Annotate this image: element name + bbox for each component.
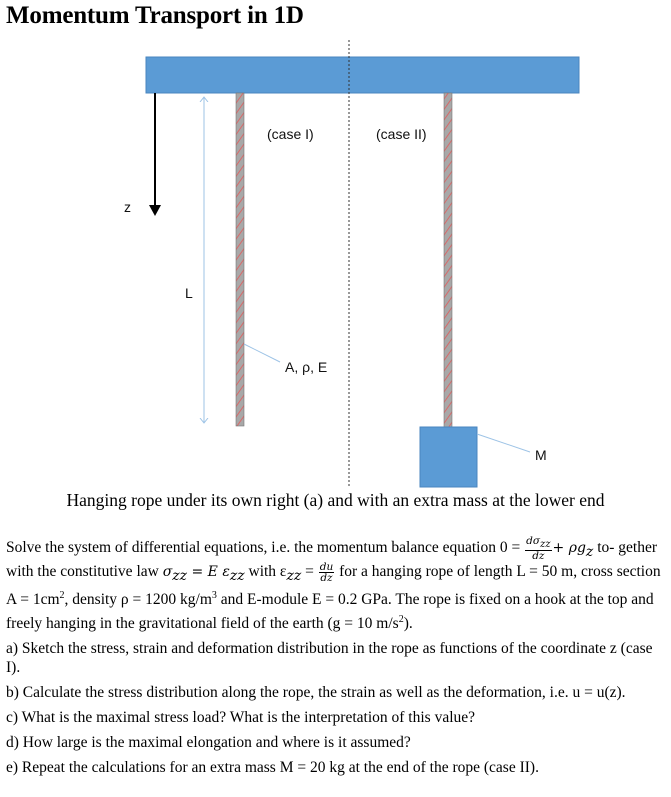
length-label: L <box>185 285 193 301</box>
case-1-label: (case I) <box>267 126 314 142</box>
page-title: Momentum Transport in 1D <box>6 2 304 29</box>
mass-label: M <box>535 447 547 463</box>
rope-case-1 <box>236 93 244 426</box>
z-axis-arrowhead <box>149 205 161 216</box>
rope-props-leader <box>244 344 280 362</box>
question-c: c) What is the maximal stress load? What is the interpretation of this value? <box>6 708 476 726</box>
question-e: e) Repeat the calculations for an extra mass M = 20 kg at the end of the rope (case II). <box>6 758 539 776</box>
momentum-fraction: $\frac{d\sigma_{zz}}{dz}$ <box>526 535 551 563</box>
mass-leader <box>477 434 530 452</box>
ceiling-beam <box>146 57 579 93</box>
case-2-label: (case II) <box>376 126 427 142</box>
intro-paragraph: Solve the system of differential equations, i.e. the momentum balance equation 0 = $\frac{d\sigma_{zz}}{dz}$ + $\rho g_z$ to- gether with the constitutive law $\sigma_{zz} = E$ $\varepsilon_{zz}$ with $\varepsilon_{zz}$ = $\frac{du}{dz}$ for a hanging rope of length L = 50 m, cross section $A = 1cm^2$, density ρ = 1200 $kg/m^3$ and E-module E = 0.2 GPa. The rope is fixed on a hook at the top and freely hanging in the gravitational field of the earth (g = 10 $m/s^2$). <box>6 535 661 632</box>
strain-fraction: $\frac{du}{dz}$ <box>319 561 334 585</box>
question-a: a) Sketch the stress, strain and deformation distribution in the rope as functions of the coordinate z (case I). <box>6 639 653 676</box>
z-axis-label: z <box>124 199 131 215</box>
problem-text <box>6 536 662 783</box>
intro-text: Solve the system of differential equations, i.e. the momentum balance equation 0 = <box>6 539 525 557</box>
rope-props-label: A, ρ, E <box>285 359 328 375</box>
rope-case-2 <box>444 93 452 427</box>
question-b: b) Calculate the stress distribution along the rope, the strain as well as the deformation, i.e. u = u(z). <box>6 683 626 701</box>
mass-block <box>420 427 477 487</box>
figure-caption: Hanging rope under its own right (a) and with an extra mass at the lower end <box>66 490 605 510</box>
question-d: d) How large is the maximal elongation and where is it assumed? <box>6 733 411 751</box>
